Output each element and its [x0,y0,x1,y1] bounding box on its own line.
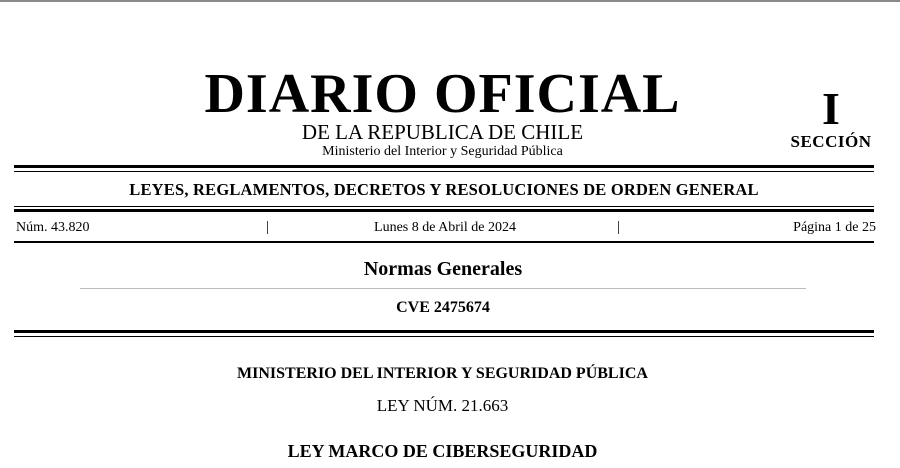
newspaper-title: DIARIO OFICIAL [204,63,681,125]
section-label: SECCIÓN [790,132,872,151]
cve-code: CVE 2475674 [396,299,490,316]
masthead-rule-thin [14,171,874,172]
ministry-line: Ministerio del Interior y Seguridad Pública [322,144,563,159]
meta-separator: | [266,219,270,235]
newspaper-subtitle: DE LA REPUBLICA DE CHILE [301,120,584,144]
issuing-ministry: MINISTERIO DEL INTERIOR Y SEGURIDAD PÚBLICA [237,365,648,382]
law-number: LEY NÚM. 21.663 [376,396,509,415]
page-indicator: Página 1 de 25 [793,220,876,235]
masthead [0,62,885,126]
band-rule-thin [14,206,874,207]
section-heading: Normas Generales [363,258,523,280]
meta-rule [14,241,874,243]
issue-date: Lunes 8 de Abril de 2024 [374,220,516,235]
meta-separator: | [617,219,621,235]
law-title: LEY MARCO DE CIBERSEGURIDAD [287,441,598,461]
masthead-rule-thick [14,165,874,168]
issue-number: Núm. 43.820 [16,220,90,235]
band-rule-thick [14,209,874,212]
section-heading-underline [80,288,806,289]
section-band-title: LEYES, REGLAMENTOS, DECRETOS Y RESOLUCIONES DE ORDEN GENERAL [129,180,759,199]
window-top-border [0,0,900,2]
body-rule-thin [14,336,874,337]
section-number: I [822,83,840,134]
body-rule-thick [14,330,874,333]
